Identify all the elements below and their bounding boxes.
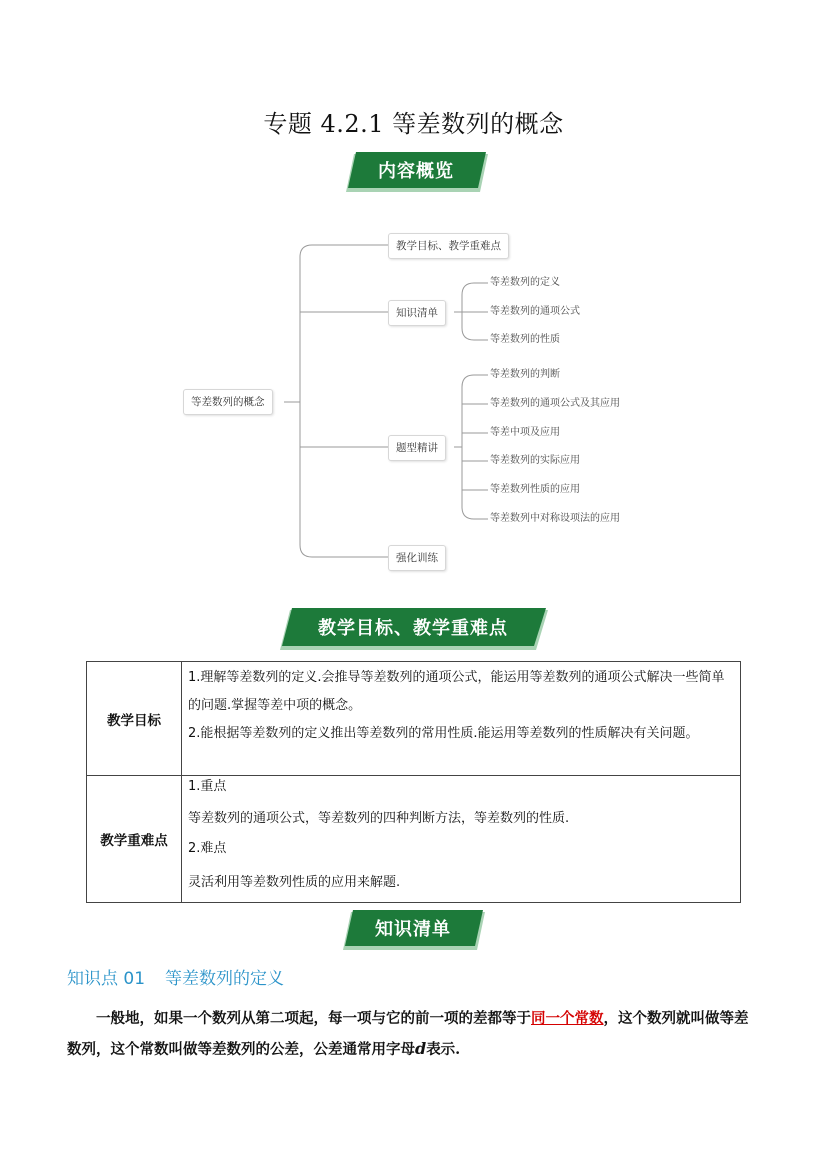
keypoints-row-body <box>182 776 741 903</box>
keypoints-line: 1.重点 <box>188 779 227 794</box>
banner-knowledge-label: 知识清单 <box>375 919 451 940</box>
mindmap-branch-knowledge: 知识清单 <box>388 300 446 326</box>
mindmap-leaf: 等差数列的通项公式及其应用 <box>490 398 620 409</box>
definition-text: 表示. <box>426 1041 461 1058</box>
definition-highlight: 同一个常数 <box>531 1010 604 1027</box>
banner-goals-label: 教学目标、教学重难点 <box>318 618 508 639</box>
mindmap-branch-goals: 教学目标、教学重难点 <box>388 233 509 259</box>
definition-paragraph <box>67 1004 760 1065</box>
mindmap-leaf: 等差数列的性质 <box>490 334 560 345</box>
keypoints-line: 等差数列的通项公式，等差数列的四种判断方法，等差数列的性质. <box>188 811 570 826</box>
section-name: 等差数列的定义 <box>165 969 285 989</box>
goals-table <box>86 661 741 903</box>
mindmap-leaf: 等差中项及应用 <box>490 427 560 438</box>
mindmap-branch-problems: 题型精讲 <box>388 435 446 461</box>
mindmap-leaf: 等差数列的实际应用 <box>490 455 580 466</box>
definition-text: ，这个数列就叫做等差数列，这个常数叫做等差数列的公差，公差通常用字母 <box>67 1010 749 1058</box>
goals-row-head: 教学目标 <box>87 662 182 776</box>
mindmap-leaf: 等差数列的定义 <box>490 277 560 288</box>
section-number: 知识点 01 <box>67 969 146 989</box>
keypoints-line: 2.难点 <box>188 841 227 856</box>
mindmap-leaf: 等差数列的通项公式 <box>490 306 580 317</box>
goals-item-2: 2.能根据等差数列的定义推出等差数列的常用性质.能运用等差数列的性质解决有关问题。 <box>188 726 699 741</box>
section-heading <box>67 964 284 989</box>
banner-goals <box>278 608 548 652</box>
goals-row-body <box>182 662 741 776</box>
mindmap-leaf: 等差数列中对称设项法的应用 <box>490 513 620 524</box>
page-title: 专题 4.2.1 等差数列的概念 <box>263 110 564 138</box>
mindmap-branch-training: 强化训练 <box>388 545 446 571</box>
keypoints-row-head: 教学重难点 <box>87 776 182 903</box>
goals-item-1: 1.理解等差数列的定义.会推导等差数列的通项公式，能运用等差数列的通项公式解决一些简单的问题.掌握等差中项的概念。 <box>188 670 725 713</box>
definition-text: 一般地，如果一个数列从第二项起，每一项与它的前一项的差都等于 <box>96 1010 531 1027</box>
definition-variable: d <box>415 1039 427 1058</box>
mindmap-leaf: 等差数列的判断 <box>490 369 560 380</box>
banner-overview-label: 内容概览 <box>378 161 454 182</box>
keypoints-line: 灵活利用等差数列性质的应用来解题. <box>188 875 401 890</box>
mindmap-root: 等差数列的概念 <box>183 389 273 415</box>
mindmap-leaf: 等差数列性质的应用 <box>490 484 580 495</box>
banner-knowledge <box>341 910 485 952</box>
